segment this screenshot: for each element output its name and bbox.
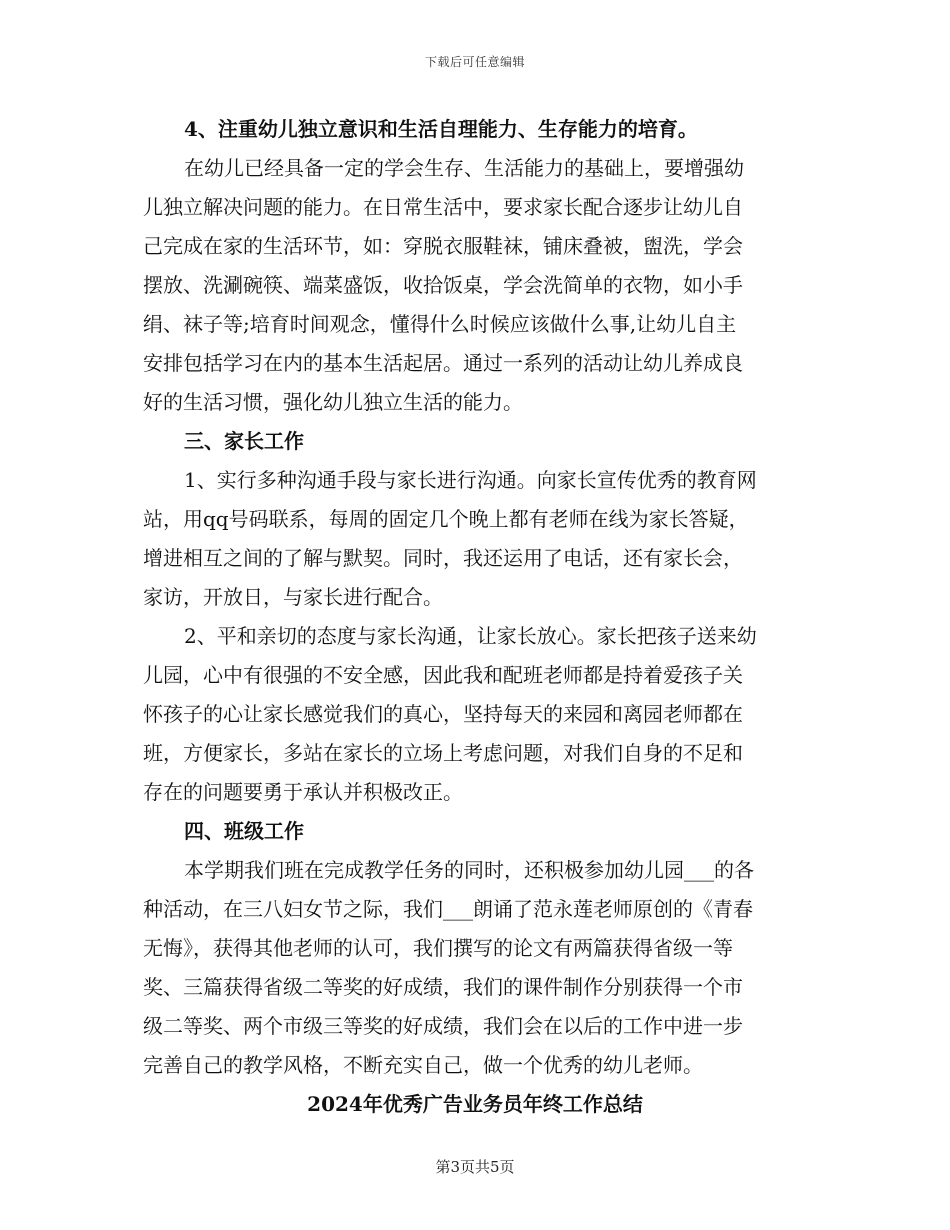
paragraph-line: 安排包括学习在内的基本生活起居。通过一系列的活动让幼儿养成良: [143, 351, 743, 375]
paragraph-line: 2、平和亲切的态度与家长沟通，让家长放心。家长把孩子送来幼: [184, 624, 757, 648]
paragraph-line: 怀孩子的心让家长感觉我们的真心，坚持每天的来园和离园老师都在: [143, 702, 743, 726]
paragraph-line: 增进相互之间的了解与默契。同时，我还运用了电话，还有家长会，: [143, 546, 743, 570]
paragraph-line: 级二等奖、两个市级三等奖的好成绩，我们会在以后的工作中进一步: [143, 1014, 743, 1038]
paragraph-line: 站，用qq号码联系，每周的固定几个晚上都有老师在线为家长答疑，: [143, 507, 749, 531]
paragraph-line: 无悔》，获得其他老师的认可，我们撰写的论文有两篇获得省级一等: [143, 936, 733, 960]
paragraph-line: 班，方便家长，多站在家长的立场上考虑问题，对我们自身的不足和: [143, 741, 743, 765]
paragraph-line: 完善自己的教学风格，不断充实自己，做一个优秀的幼儿老师。: [143, 1053, 703, 1077]
paragraph-line: 奖、三篇获得省级二等奖的好成绩，我们的课件制作分别获得一个市: [143, 975, 743, 999]
paragraph-line: 1、实行多种沟通手段与家长进行沟通。向家长宣传优秀的教育网: [184, 468, 757, 492]
paragraph-line: 摆放、洗涮碗筷、端菜盛饭，收拾饭桌，学会洗简单的衣物，如小手: [143, 273, 743, 297]
page-number: 第3页共5页: [435, 1158, 515, 1176]
document-body: [143, 110, 807, 1124]
section-heading-parent-work: 三、家长工作: [184, 429, 304, 453]
paragraph-line: 好的生活习惯，强化幼儿独立生活的能力。: [143, 390, 523, 414]
paragraph-line: 种活动，在三八妇女节之际，我们___朗诵了范永莲老师原创的《青春: [143, 897, 753, 921]
paragraph-line: 儿独立解决问题的能力。在日常生活中，要求家长配合逐步让幼儿自: [143, 195, 743, 219]
section-heading-4: 4、注重幼儿独立意识和生活自理能力、生存能力的培育。: [184, 117, 698, 141]
paragraph-line: 本学期我们班在完成教学任务的同时，还积极参加幼儿园___的各: [184, 858, 754, 882]
paragraph-line: 家访，开放日，与家长进行配合。: [143, 585, 443, 609]
document-title: 2024年优秀广告业务员年终工作总结: [307, 1092, 643, 1116]
section-heading-class-work: 四、班级工作: [184, 819, 304, 843]
paragraph-line: 儿园，心中有很强的不安全感，因此我和配班老师都是持着爱孩子关: [143, 663, 743, 687]
paragraph-line: 存在的问题要勇于承认并积极改正。: [143, 780, 463, 804]
paragraph-line: 在幼儿已经具备一定的学会生存、生活能力的基础上，要增强幼: [184, 156, 744, 180]
page-header: 下载后可任意编辑: [424, 55, 525, 69]
paragraph-line: 绢、袜子等;培育时间观念，懂得什么时候应该做什么事,让幼儿自主: [143, 312, 737, 336]
paragraph-line: 己完成在家的生活环节，如：穿脱衣服鞋袜，铺床叠被，盥洗，学会: [143, 234, 743, 258]
